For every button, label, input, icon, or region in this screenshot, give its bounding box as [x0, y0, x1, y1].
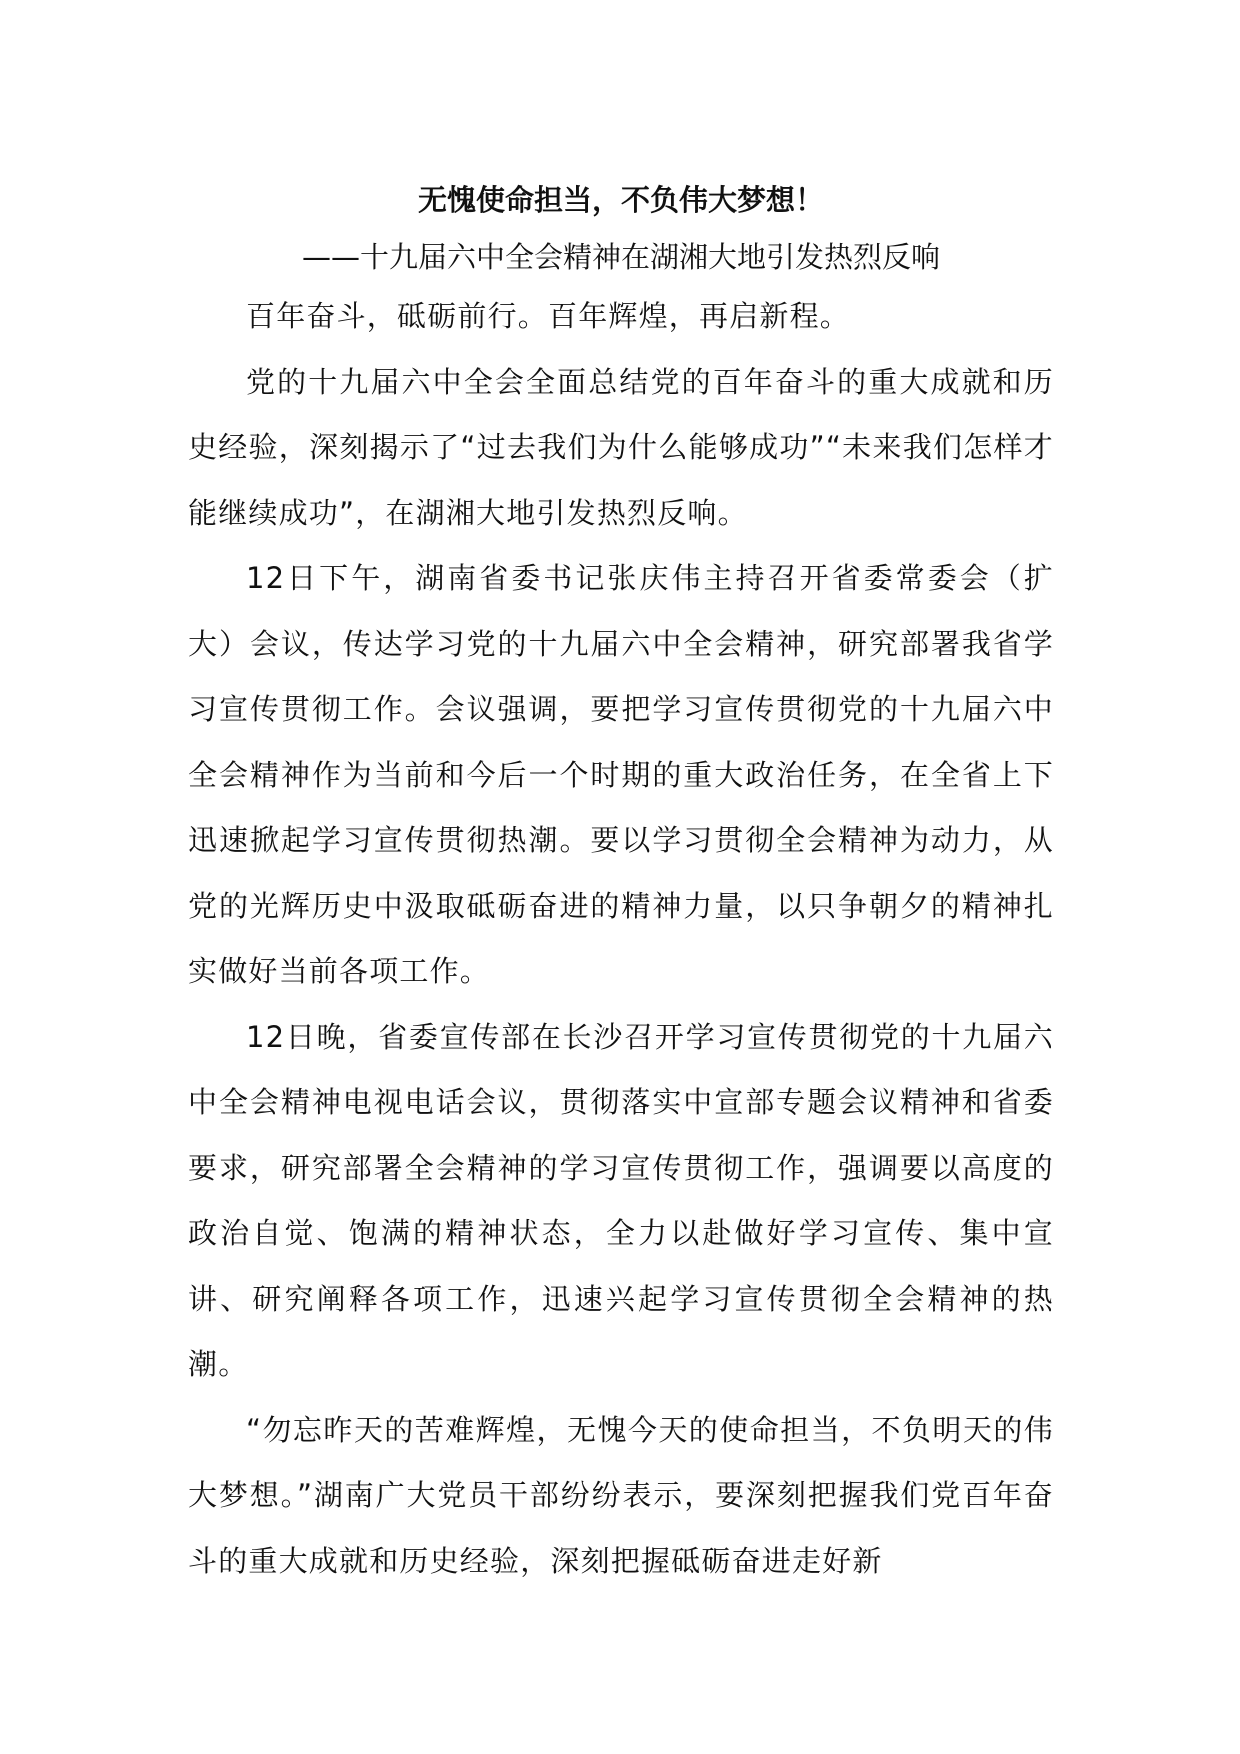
paragraph-5: “勿忘昨天的苦难辉煌，无愧今天的使命担当，不负明天的伟大梦想。”湖南广大党员干部纷纷表示，要深刻把握我们党百年奋斗的重大成就和历史经验，深刻把握砥砺奋进走好新: [188, 1412, 1054, 1578]
document-body: [188, 170, 1054, 1594]
paragraph-4: 12日晚，省委宣传部在长沙召开学习宣传贯彻党的十九届六中全会精神电视电话会议，贯彻落实中宣部专题会议精神和省委要求，研究部署全会精神的学习宣传贯彻工作，强调要以高度的政治自觉、饱满的精神状态，全力以赴做好学习宣传、集中宣讲、研究阐释各项工作，迅速兴起学习宣传贯彻全会精神的热潮。: [188, 1019, 1054, 1381]
paragraph-2: 党的十九届六中全会全面总结党的百年奋斗的重大成就和历史经验，深刻揭示了“过去我们为什么能够成功”“未来我们怎样才能继续成功”，在湖湘大地引发热烈反响。: [188, 364, 1054, 530]
document-subtitle: ——十九届六中全会精神在湖湘大地引发热烈反响: [301, 240, 940, 274]
paragraph-1: 百年奋斗，砥砺前行。百年辉煌，再启新程。: [246, 299, 851, 333]
document-title: 无愧使命担当，不负伟大梦想！: [417, 183, 824, 217]
paragraph-3: 12日下午，湖南省委书记张庆伟主持召开省委常委会（扩大）会议，传达学习党的十九届六中全会精神，研究部署我省学习宣传贯彻工作。会议强调，要把学习宣传贯彻党的十九届六中全会精神作为当前和今后一个时期的重大政治任务，在全省上下迅速掀起学习宣传贯彻热潮。要以学习贯彻全会精神为动力，从党的光辉历史中汲取砥砺奋进的精神力量，以只争朝夕的精神扎实做好当前各项工作。: [188, 561, 1054, 988]
